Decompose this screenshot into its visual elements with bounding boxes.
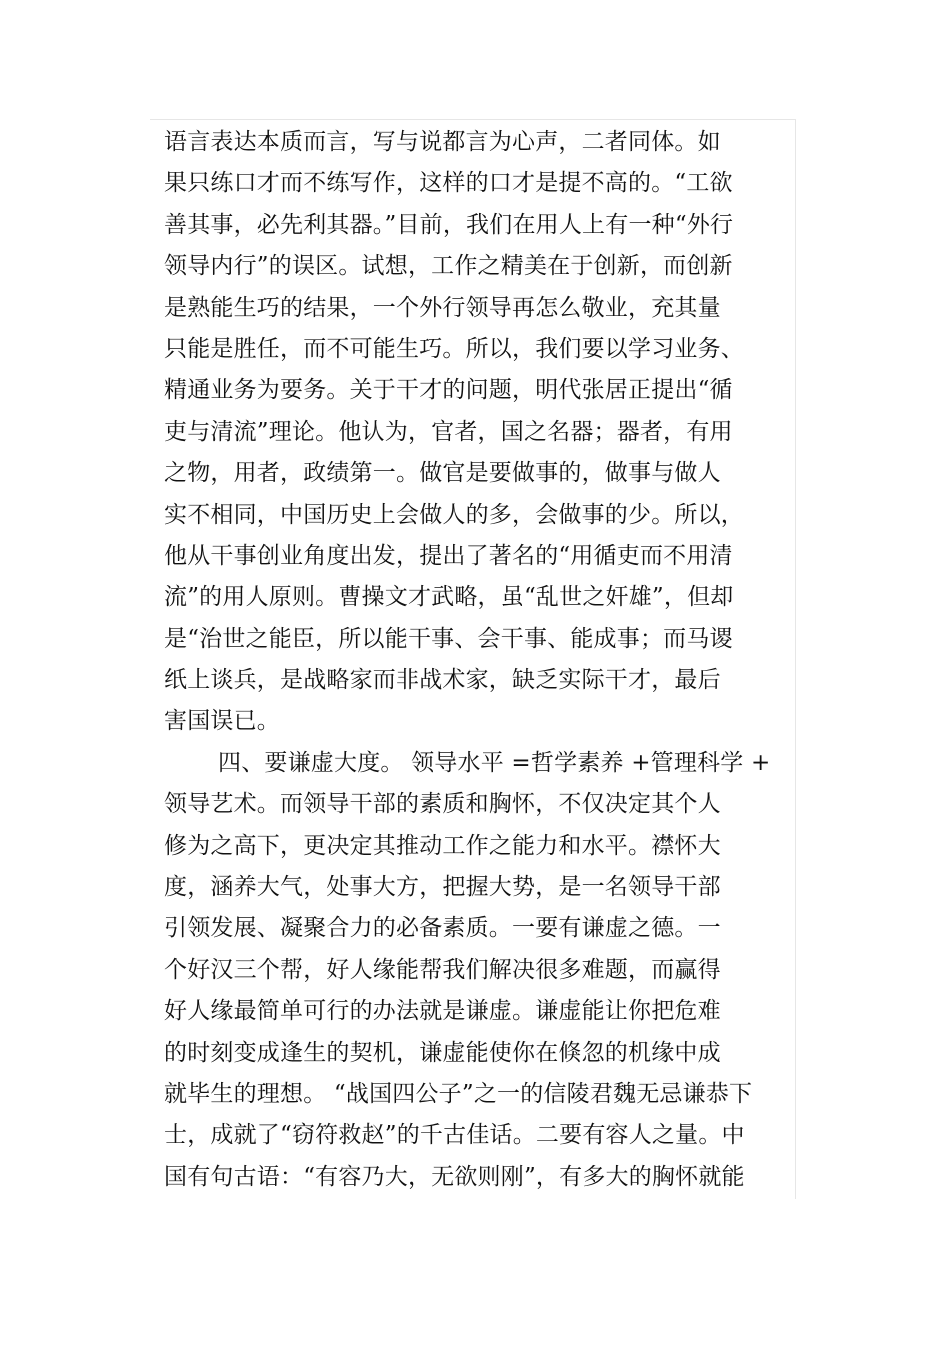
text-line: 好人缘最简单可行的办法就是谦虚。谦虚能让你把危难 (164, 998, 721, 1025)
text-line: 害国误已。 (164, 708, 280, 735)
text-line: 领导艺术。而领导干部的素质和胸怀，不仅决定其个人 (164, 791, 721, 818)
text-line: 修为之高下，更决定其推动工作之能力和水平。襟怀大 (164, 832, 721, 859)
text-line: 个好汉三个帮，好人缘能帮我们解决很多难题，而赢得 (164, 956, 721, 983)
text-line: 之物，用者，政绩第一。做官是要做事的，做事与做人 (164, 460, 721, 487)
text-line: 吏与清流”理论。他认为，官者，国之名器；器者，有用 (164, 418, 733, 445)
text-line: 士，成就了“窃符救赵”的千古佳话。二要有容人之量。中 (164, 1122, 745, 1149)
text-line: 流”的用人原则。曹操文才武略，虽“乱世之奸雄”，但却 (164, 584, 734, 611)
text-line: 精通业务为要务。关于干才的问题，明代张居正提出“循 (164, 377, 733, 404)
text-line: 度，涵养大气，处事大方，把握大势，是一名领导干部 (164, 874, 721, 901)
text-line: 果只练口才而不练写作，这样的口才是提不高的。“工欲 (164, 170, 733, 197)
text-line: 的时刻变成逢生的契机，谦虚能使你在倏忽的机缘中成 (164, 1039, 721, 1066)
text-line: 语言表达本质而言，写与说都言为心声，二者同体。如 (164, 129, 721, 155)
text-line: 实不相同，中国历史上会做人的多，会做事的少。所以， (164, 501, 744, 528)
text-line: 纸上谈兵，是战略家而非战术家，缺乏实际干才，最后 (164, 667, 721, 694)
text-line: 领导内行”的误区。试想，工作之精美在于创新，而创新 (164, 253, 733, 280)
body-text (164, 122, 784, 1198)
text-line: 就毕生的理想。 “战国四公子”之一的信陵君魏无忌谦恭下 (164, 1080, 753, 1107)
text-line: 只能是胜任，而不可能生巧。所以，我们要以学习业务、 (164, 335, 744, 362)
text-line: 国有句古语：“有容乃大，无欲则刚”，有多大的胸怀就能 (164, 1163, 745, 1190)
text-line: 他从干事创业角度出发，提出了著名的“用循吏而不用清 (164, 542, 733, 569)
text-line: 善其事，必先利其器。”目前，我们在用人上有一种“外行 (164, 211, 734, 238)
text-line: 引领发展、凝聚合力的必备素质。一要有谦虚之德。一 (164, 915, 721, 942)
text-line: 是熟能生巧的结果，一个外行领导再怎么敬业，充其量 (164, 294, 721, 321)
text-line: 是“治世之能臣，所以能干事、会干事、能成事；而马谡 (164, 625, 733, 652)
section-heading-line: 四、要谦虚大度。 领导水平 =哲学素养 +管理科学 + (218, 749, 771, 776)
